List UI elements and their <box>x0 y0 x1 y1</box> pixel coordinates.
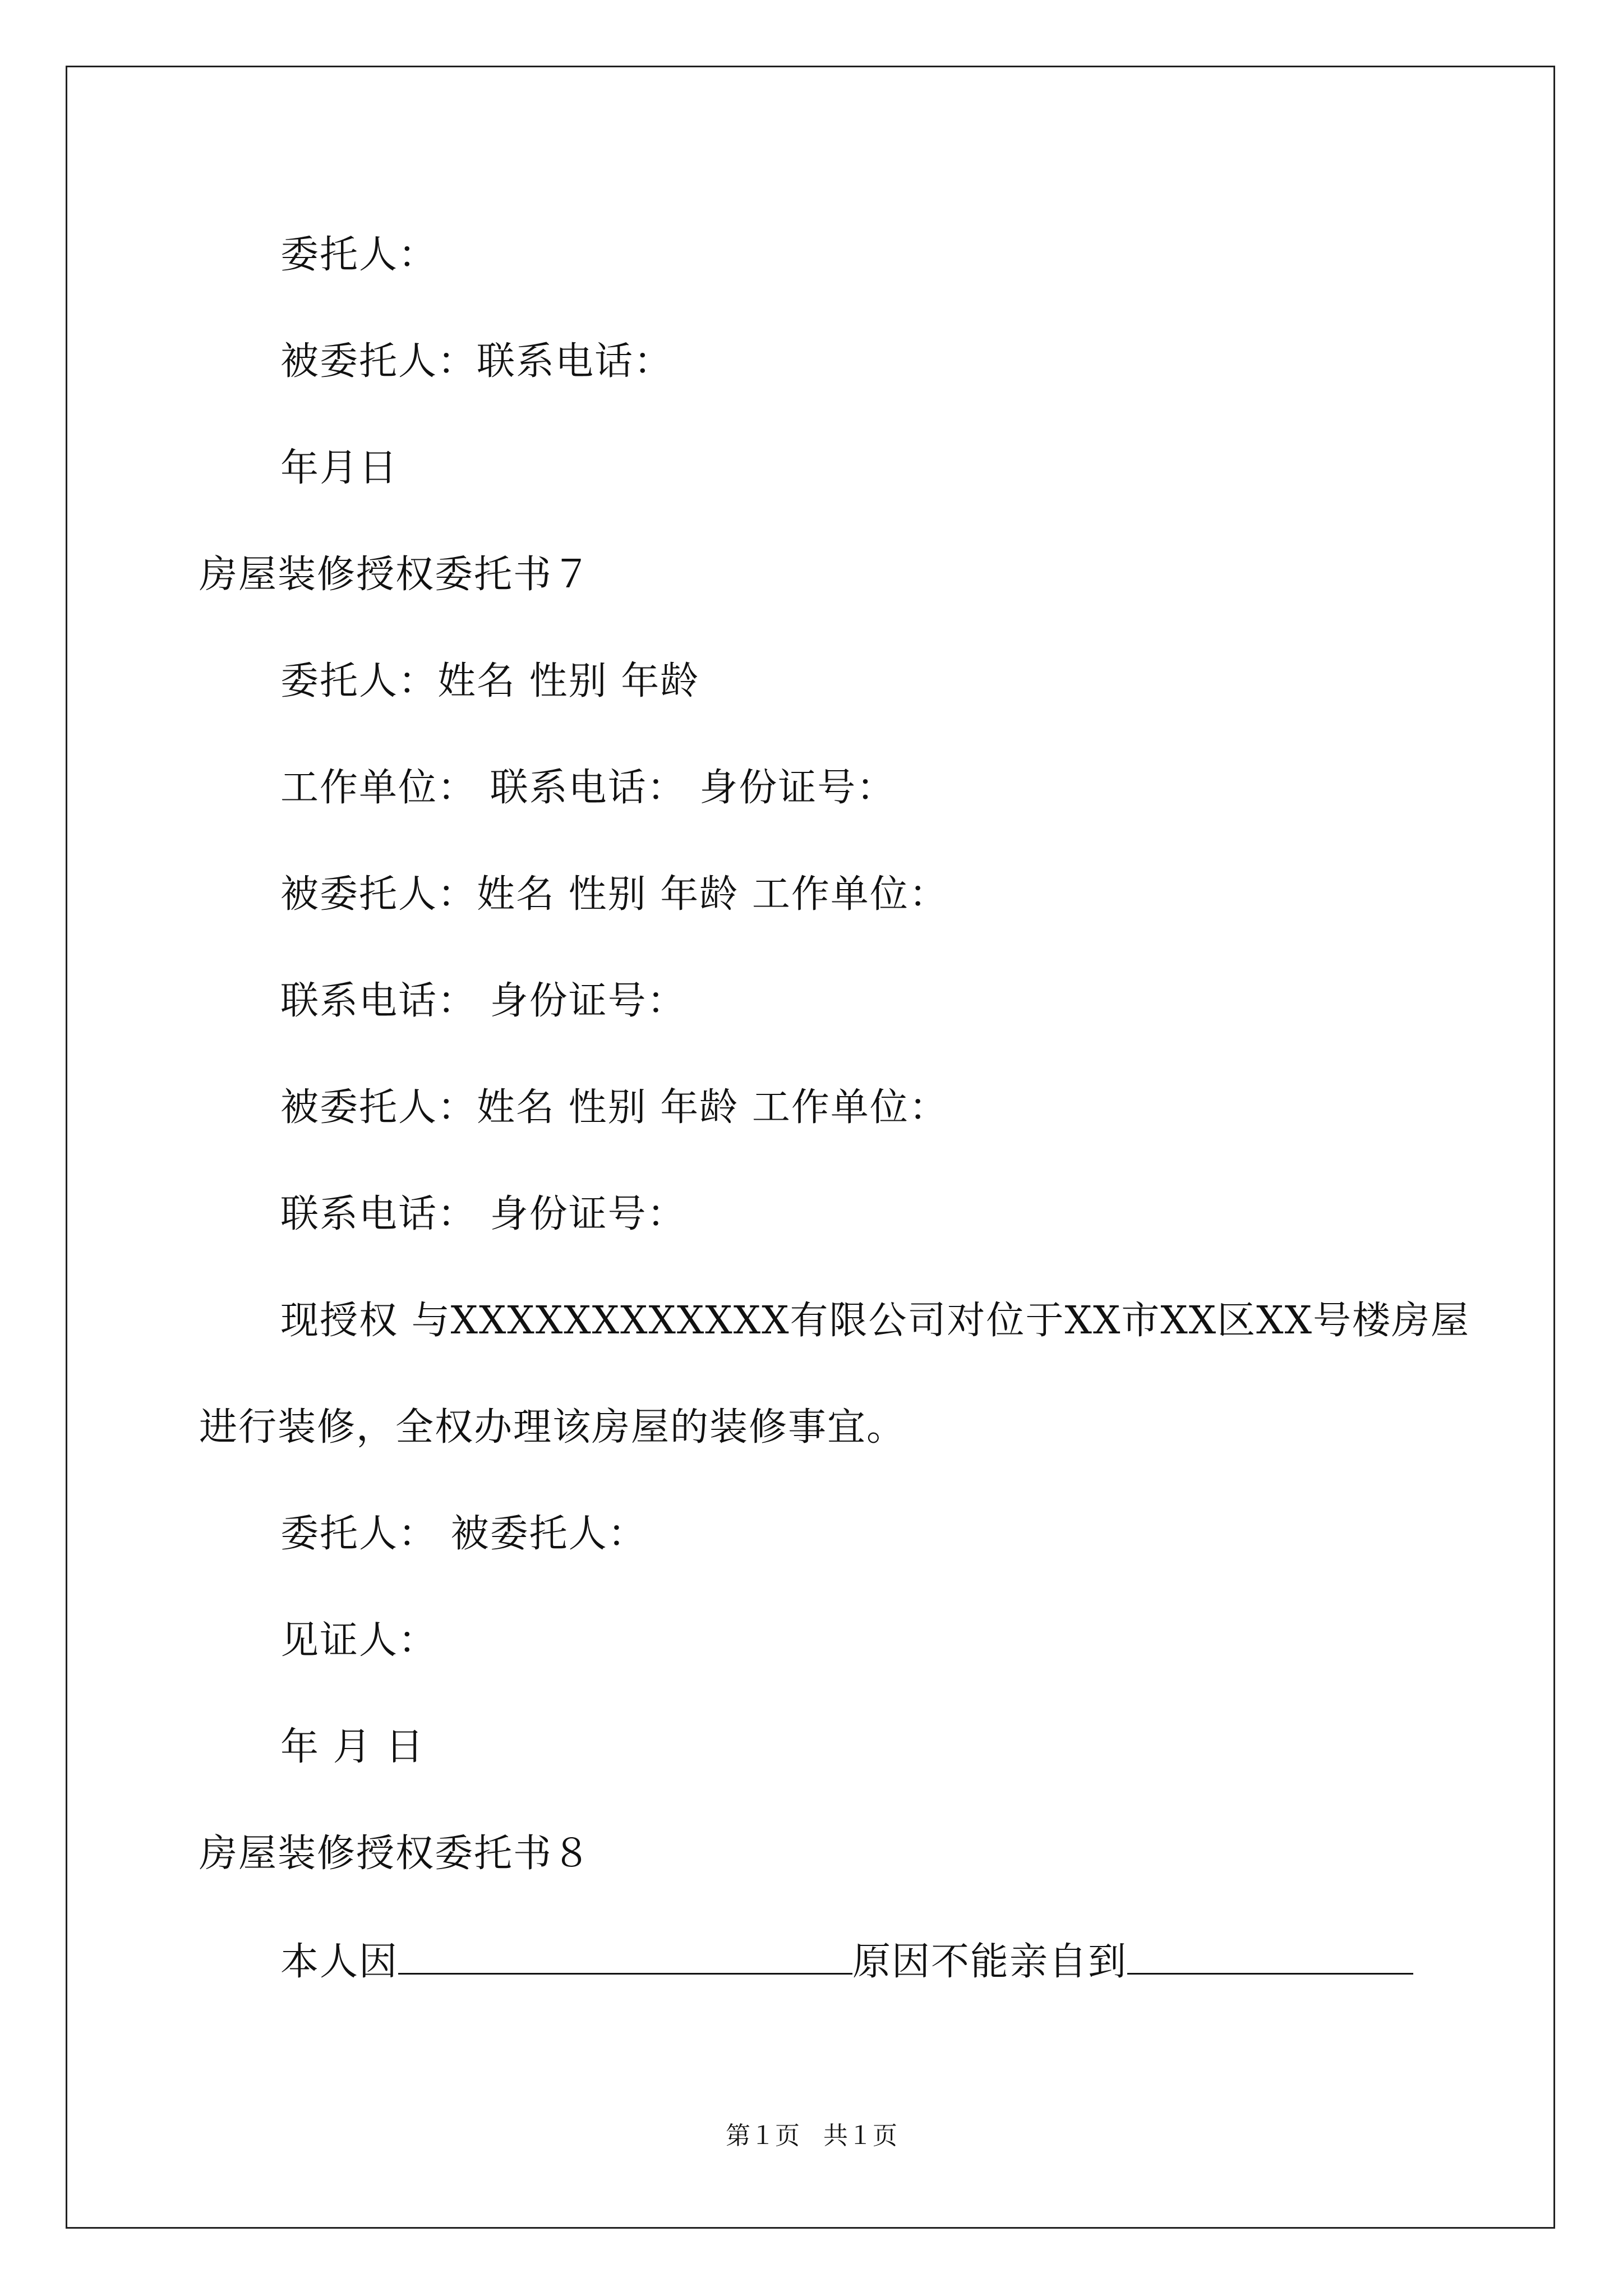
text-line-entrustor: 委托人： <box>280 233 438 277</box>
text-line-trustee-info-2: 被委托人：姓名 性别 年龄 工作单位： <box>280 1085 948 1130</box>
text-line-entrustor-info: 委托人：姓名 性别 年龄 <box>280 659 700 703</box>
page-footer: 第１页 共１页 <box>726 2122 897 2150</box>
text-line-trustee-contact-1: 联系电话： 身份证号： <box>280 979 686 1023</box>
text-line-date: 年月日 <box>280 446 399 490</box>
reason-middle: 原因不能亲自到 <box>852 1940 1128 1984</box>
blank-underline-location <box>1127 1938 1413 1975</box>
text-line-trustee-phone: 被委托人：联系电话： <box>280 339 674 384</box>
section-heading-7: 房屋装修授权委托书７ <box>199 553 592 597</box>
text-line-reason <box>280 1938 1413 1985</box>
page-border <box>66 66 1555 2229</box>
blank-underline-reason <box>398 1938 852 1975</box>
text-line-trustee-contact-2: 联系电话： 身份证号： <box>280 1192 686 1236</box>
text-line-trustee-info-1: 被委托人：姓名 性别 年龄 工作单位： <box>280 872 948 917</box>
text-line-authorization: 现授权 与XXXXXXXXXXXX有限公司对位于XX市XX区XX号楼房屋 <box>280 1299 1470 1343</box>
text-line-witness: 见证人： <box>280 1618 438 1663</box>
text-line-date-spaced: 年 月 日 <box>280 1725 425 1769</box>
section-heading-8: 房屋装修授权委托书８ <box>199 1832 592 1876</box>
text-line-work-unit: 工作单位： 联系电话： 身份证号： <box>280 766 896 810</box>
text-line-signatures: 委托人： 被委托人： <box>280 1512 647 1556</box>
text-line-authorization-cont: 进行装修，全权办理该房屋的装修事宜。 <box>199 1405 906 1450</box>
reason-prefix: 本人因 <box>280 1940 399 1984</box>
